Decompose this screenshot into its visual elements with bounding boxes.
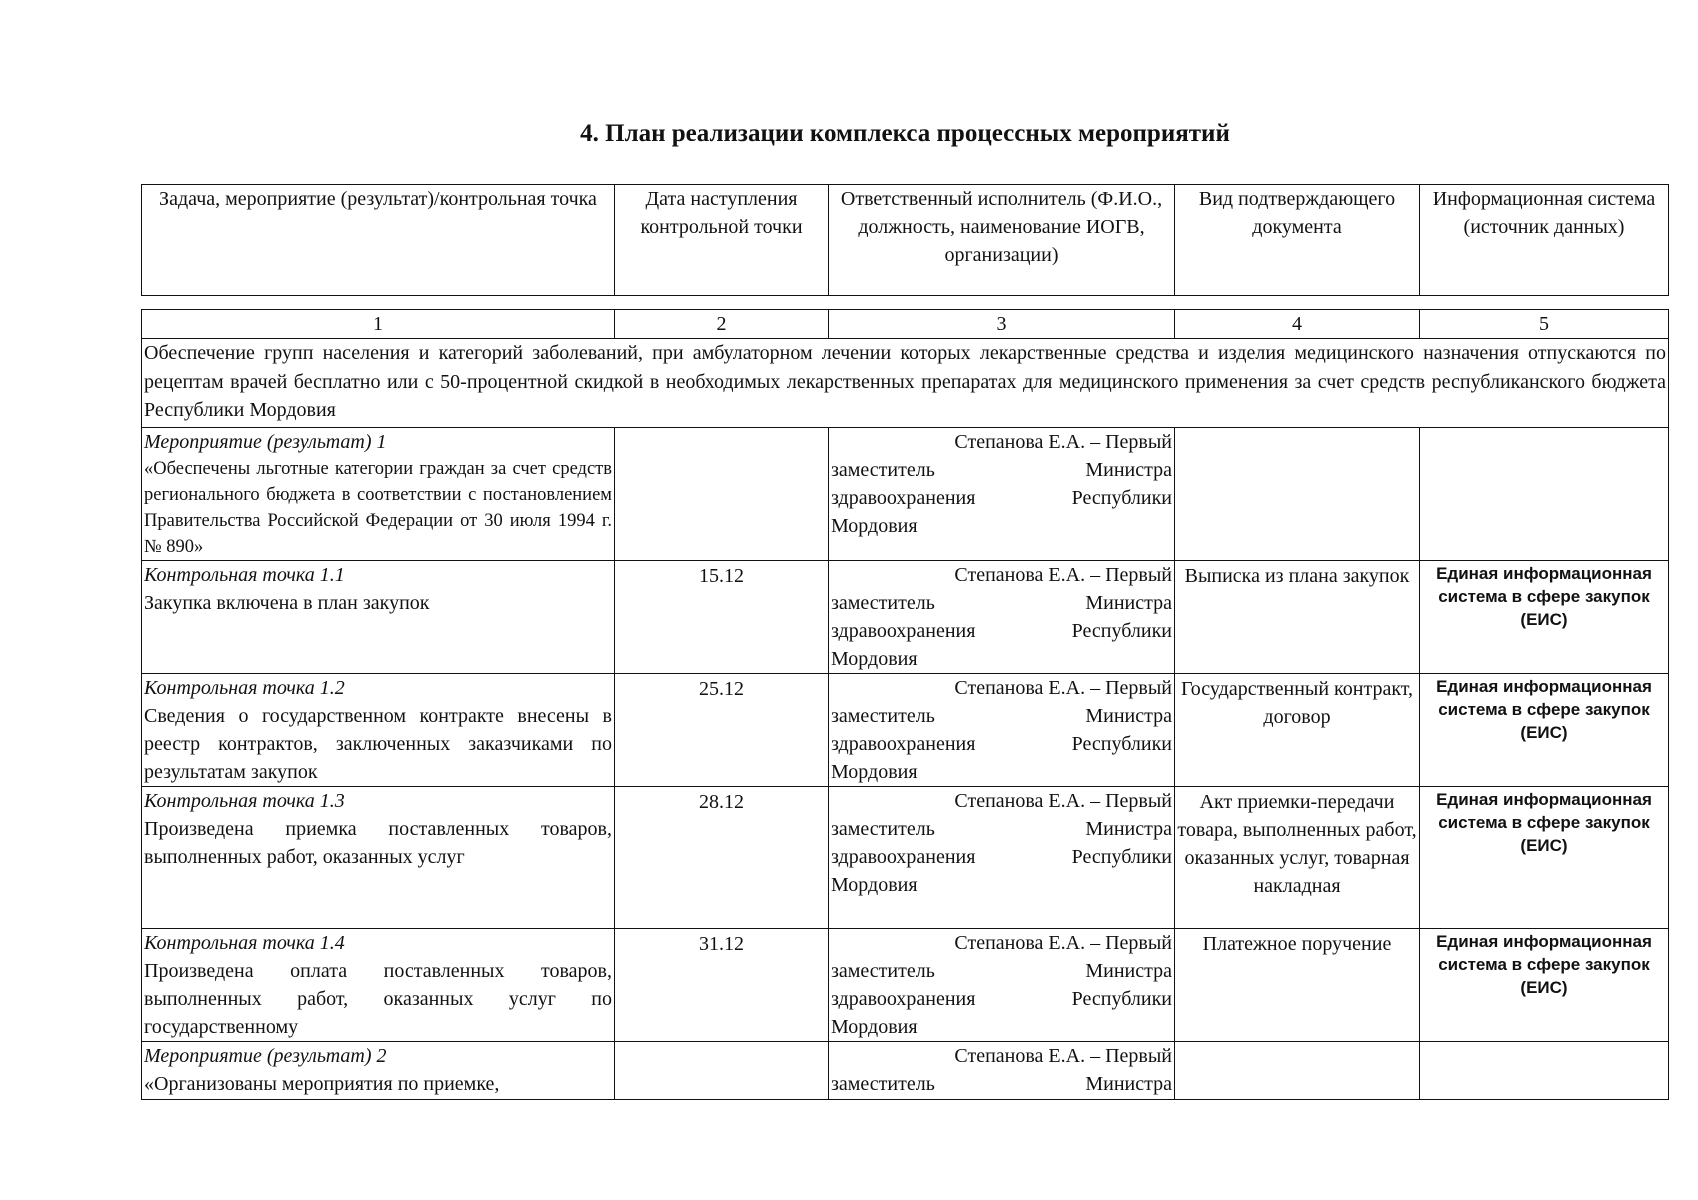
column-number: 5 — [1420, 310, 1669, 339]
section-row — [142, 339, 1669, 428]
system-cell — [1420, 428, 1669, 561]
task-label: Контрольная точка 1.1 — [144, 564, 345, 586]
executor-line: Мордовия — [831, 874, 918, 896]
date-cell: 28.12 — [615, 787, 829, 929]
executor-line: заместитель — [831, 592, 935, 614]
task-text: Закупка включена в план закупок — [144, 592, 430, 614]
header-system: Информационная система (источник данных) — [1420, 185, 1669, 296]
document-cell — [1175, 1042, 1420, 1100]
executor-line: Министра — [1085, 459, 1172, 481]
executor-cell — [829, 561, 1175, 674]
task-label: Мероприятие (результат) 1 — [144, 431, 387, 453]
system-cell: Единая информационная система в сфере закупок (ЕИС) — [1420, 929, 1669, 1042]
date-cell: 31.12 — [615, 929, 829, 1042]
executor-line: Степанова Е.А. – Первый — [954, 790, 1172, 812]
task-cell — [142, 428, 615, 561]
header-executor: Ответственный исполнитель (Ф.И.О., должность, наименование ИОГВ, организации) — [829, 185, 1175, 296]
task-label: Контрольная точка 1.2 — [144, 677, 345, 699]
executor-line: Республики — [1071, 988, 1172, 1010]
column-numbers-row — [142, 310, 1669, 339]
executor-cell — [829, 674, 1175, 787]
document-cell: Государственный контракт, договор — [1175, 674, 1420, 787]
executor-line: Степанова Е.А. – Первый — [954, 932, 1172, 954]
executor-line: заместитель — [831, 818, 935, 840]
task-text: Произведена оплата поставленных товаров, выполненных работ, оказанных услуг по государственному — [144, 960, 612, 1038]
executor-line: Мордовия — [831, 761, 918, 783]
executor-line: здравоохранения — [831, 487, 976, 509]
task-cell — [142, 1042, 615, 1100]
table-row — [142, 428, 1669, 561]
executor-line: Мордовия — [831, 515, 918, 537]
date-cell: 15.12 — [615, 561, 829, 674]
header-date: Дата наступления контрольной точки — [615, 185, 829, 296]
header-table — [141, 184, 1669, 296]
executor-line: здравоохранения — [831, 988, 976, 1010]
executor-line: Мордовия — [831, 648, 918, 670]
column-number: 3 — [829, 310, 1175, 339]
page-title: 4. План реализации комплекса процессных мероприятий — [580, 120, 1230, 147]
table-row — [142, 787, 1669, 929]
executor-line: Степанова Е.А. – Первый — [954, 1045, 1172, 1067]
column-number: 2 — [615, 310, 829, 339]
executor-line: Республики — [1071, 620, 1172, 642]
executor-line: Республики — [1071, 846, 1172, 868]
task-label: Мероприятие (результат) 2 — [144, 1045, 387, 1067]
executor-line: заместитель — [831, 960, 935, 982]
section-task-text: Обеспечение групп населения и категорий заболеваний, при амбулаторном лечении которых лекарственные средства и изделия медицинского назначения отпускаются по рецептам врачей бесплатно или с 50-процентной скидкой в необходимых лекарственных препаратах для медицинского применения за счет средств республиканского бюджета Республики Мордовия — [142, 339, 1669, 428]
executor-line: Министра — [1085, 818, 1172, 840]
task-cell — [142, 787, 615, 929]
task-text: «Обеспечены льготные категории граждан за счет средств регионального бюджета в соответствии с постановлением Правительства Российской Федерации от 30 июля 1994 г. № 890» — [144, 459, 612, 557]
document-cell: Акт приемки-передачи товара, выполненных работ, оказанных услуг, товарная накладная — [1175, 787, 1420, 929]
executor-line: Министра — [1085, 705, 1172, 727]
task-text: «Организованы мероприятия по приемке, — [144, 1073, 500, 1095]
document-cell: Платежное поручение — [1175, 929, 1420, 1042]
task-text: Сведения о государственном контракте внесены в реестр контрактов, заключенных заказчиками по результатам закупок — [144, 705, 612, 783]
executor-line: Степанова Е.А. – Первый — [954, 564, 1172, 586]
plan-table — [141, 309, 1669, 1100]
executor-line: Министра — [1085, 592, 1172, 614]
task-text: Произведена приемка поставленных товаров, выполненных работ, оказанных услуг — [144, 818, 612, 868]
executor-cell — [829, 787, 1175, 929]
table-row — [142, 1042, 1669, 1100]
header-row — [142, 185, 1669, 296]
executor-line: здравоохранения — [831, 733, 976, 755]
system-cell — [1420, 1042, 1669, 1100]
task-label: Контрольная точка 1.4 — [144, 932, 345, 954]
executor-cell — [829, 1042, 1175, 1100]
executor-line: заместитель — [831, 459, 935, 481]
executor-line: Республики — [1071, 487, 1172, 509]
executor-line: Республики — [1071, 733, 1172, 755]
task-label: Контрольная точка 1.3 — [144, 790, 345, 812]
executor-cell — [829, 929, 1175, 1042]
executor-line: Мордовия — [831, 1016, 918, 1038]
executor-line: здравоохранения — [831, 846, 976, 868]
column-number: 4 — [1175, 310, 1420, 339]
executor-line: Степанова Е.А. – Первый — [954, 677, 1172, 699]
system-cell: Единая информационная система в сфере закупок (ЕИС) — [1420, 787, 1669, 929]
table-row — [142, 929, 1669, 1042]
column-number: 1 — [142, 310, 615, 339]
date-cell: 25.12 — [615, 674, 829, 787]
system-cell: Единая информационная система в сфере закупок (ЕИС) — [1420, 674, 1669, 787]
executor-line: заместитель — [831, 705, 935, 727]
task-cell — [142, 561, 615, 674]
table-row — [142, 674, 1669, 787]
executor-line: Степанова Е.А. – Первый — [954, 431, 1172, 453]
executor-cell — [829, 428, 1175, 561]
document-cell — [1175, 428, 1420, 561]
executor-line: здравоохранения — [831, 620, 976, 642]
date-cell — [615, 428, 829, 561]
executor-line: Министра — [1085, 960, 1172, 982]
executor-line: Министра — [1085, 1073, 1172, 1095]
document-cell: Выписка из плана закупок — [1175, 561, 1420, 674]
date-cell — [615, 1042, 829, 1100]
task-cell — [142, 929, 615, 1042]
executor-line: заместитель — [831, 1073, 935, 1095]
header-task: Задача, мероприятие (результат)/контрольная точка — [142, 185, 615, 296]
header-document: Вид подтверждающего документа — [1175, 185, 1420, 296]
system-cell: Единая информационная система в сфере закупок (ЕИС) — [1420, 561, 1669, 674]
task-cell — [142, 674, 615, 787]
table-row — [142, 561, 1669, 674]
